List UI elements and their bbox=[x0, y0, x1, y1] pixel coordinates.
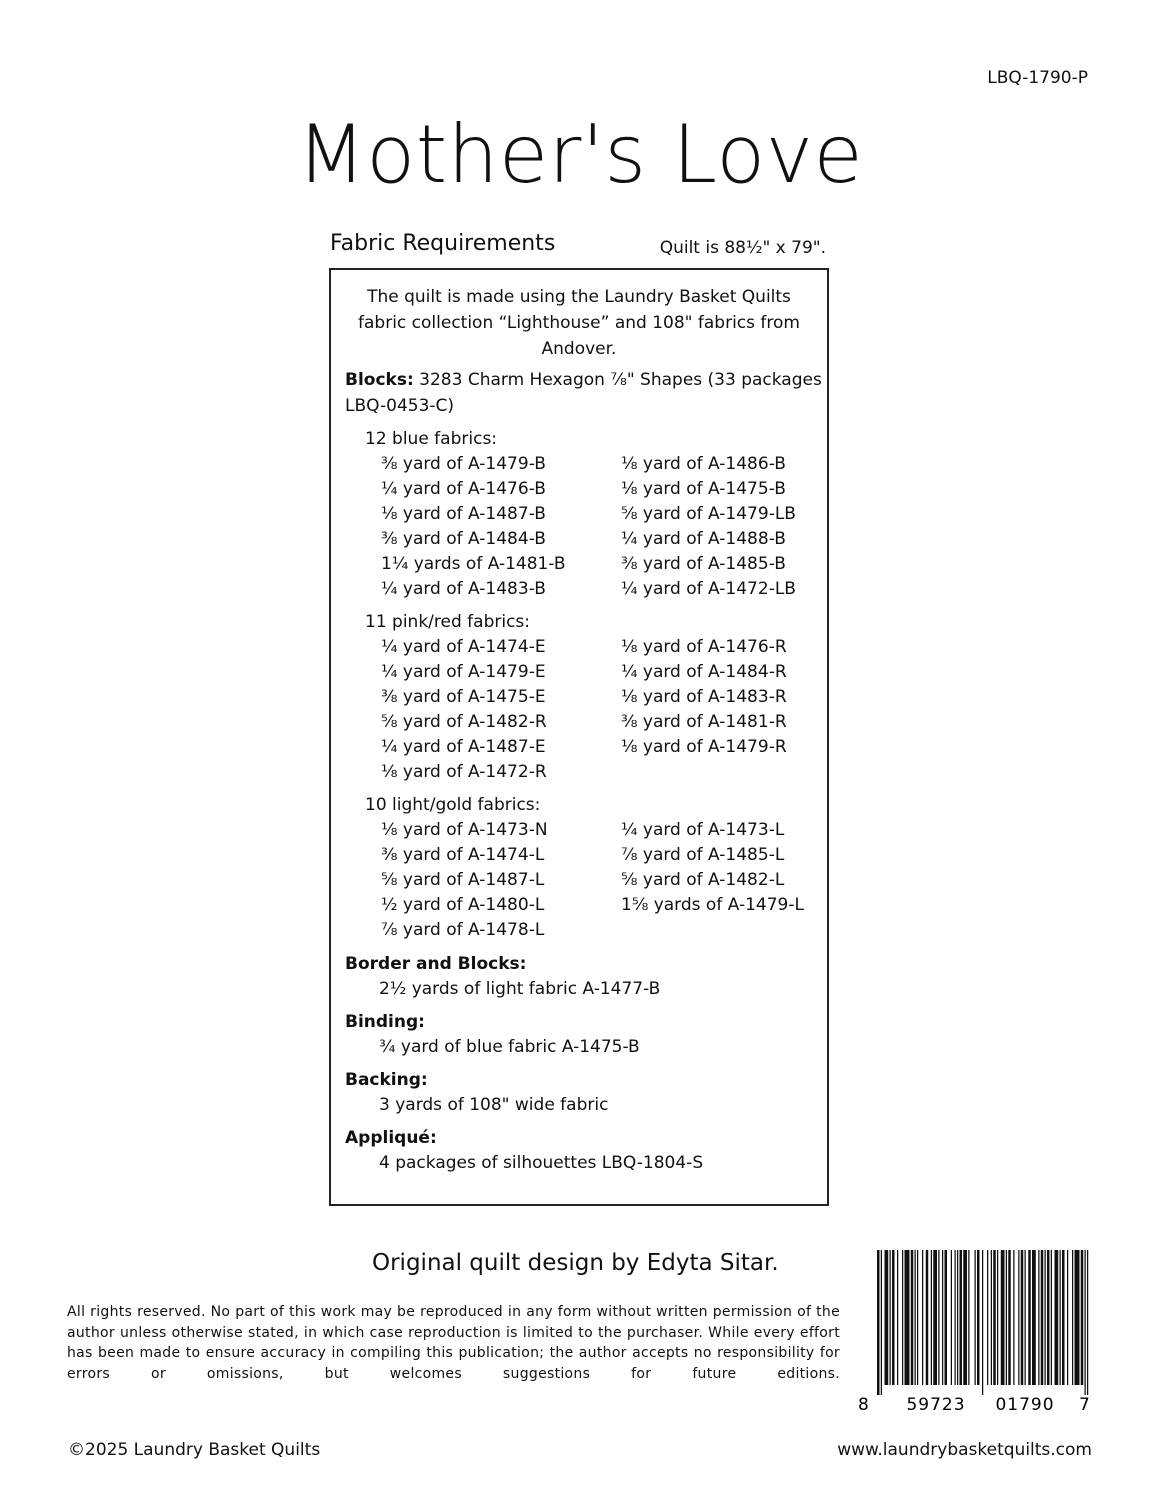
page-title: Mother's Love bbox=[296, 108, 864, 201]
fabric-item: ⅝ yard of A-1482-R bbox=[381, 712, 547, 732]
fabric-requirements-box bbox=[329, 268, 829, 1206]
extra-value: 2½ yards of light fabric A-1477-B bbox=[379, 979, 661, 999]
barcode-bar bbox=[1013, 1250, 1014, 1385]
blocks-line bbox=[345, 370, 822, 390]
barcode-bar bbox=[1081, 1250, 1084, 1385]
barcode-digit-last: 7 bbox=[1079, 1395, 1090, 1415]
barcode-bar bbox=[977, 1250, 980, 1385]
extra-value: 4 packages of silhouettes LBQ-1804-S bbox=[379, 1153, 704, 1173]
barcode-bar bbox=[1028, 1250, 1031, 1385]
barcode-bar bbox=[1075, 1250, 1080, 1385]
fabric-item: ⅜ yard of A-1485-B bbox=[621, 554, 786, 574]
fabric-item: ⅛ yard of A-1487-B bbox=[381, 504, 546, 524]
fabric-item: ⅜ yard of A-1481-R bbox=[621, 712, 787, 732]
fabric-item: ¼ yard of A-1483-B bbox=[381, 579, 546, 599]
barcode-bar bbox=[997, 1250, 998, 1385]
barcode-bar bbox=[957, 1250, 958, 1385]
fabric-item: ¼ yard of A-1472-LB bbox=[621, 579, 796, 599]
fabric-item: ¼ yard of A-1474-E bbox=[381, 637, 546, 657]
copyright: ©2025 Laundry Basket Quilts bbox=[68, 1440, 321, 1460]
barcode-bar bbox=[1072, 1250, 1073, 1385]
barcode-bar bbox=[1041, 1250, 1044, 1385]
barcode-bar bbox=[1051, 1250, 1052, 1385]
barcode-bar bbox=[968, 1250, 969, 1385]
barcode-bar bbox=[885, 1250, 889, 1385]
fabric-item: ⅝ yard of A-1482-L bbox=[621, 870, 785, 890]
group-heading: 11 pink/red fabrics: bbox=[365, 612, 531, 632]
extra-label: Backing: bbox=[345, 1070, 428, 1090]
barcode-bar bbox=[911, 1250, 914, 1385]
barcode-bar bbox=[1032, 1250, 1036, 1385]
barcode-bar bbox=[1047, 1250, 1050, 1385]
barcode-bar bbox=[945, 1250, 948, 1385]
fabric-item: ⅛ yard of A-1483-R bbox=[621, 687, 787, 707]
barcode-bar bbox=[1038, 1250, 1039, 1385]
group-heading: 12 blue fabrics: bbox=[365, 429, 498, 449]
pattern-code: LBQ-1790-P bbox=[987, 68, 1088, 88]
barcode-bar bbox=[881, 1250, 882, 1395]
fabric-item: ⅛ yard of A-1473-N bbox=[381, 820, 548, 840]
fabric-item: ¼ yard of A-1487-E bbox=[381, 737, 546, 757]
barcode-bar bbox=[933, 1250, 937, 1385]
fabric-item: ⅜ yard of A-1474-L bbox=[381, 845, 545, 865]
fabric-item: ⅝ yard of A-1487-L bbox=[381, 870, 545, 890]
barcode-bar bbox=[1001, 1250, 1005, 1385]
fabric-item: ⅞ yard of A-1485-L bbox=[621, 845, 785, 865]
barcode-bar bbox=[1055, 1250, 1059, 1385]
blocks-text: 3283 Charm Hexagon ⅞" Shapes (33 packages bbox=[413, 370, 822, 390]
barcode-bar bbox=[877, 1250, 880, 1395]
barcode-bar bbox=[1006, 1250, 1007, 1385]
barcode-bar bbox=[892, 1250, 895, 1385]
fabric-item: ⅝ yard of A-1479-LB bbox=[621, 504, 796, 524]
fabric-item: ¼ yard of A-1484-R bbox=[621, 662, 787, 682]
barcode-bar bbox=[975, 1250, 976, 1385]
intro-text: The quilt is made using the Laundry Basket Quilts fabric collection “Lighthouse” and 108" fabrics from Andover. bbox=[358, 287, 800, 359]
barcode-left-group: 59723 bbox=[906, 1395, 966, 1415]
barcode bbox=[858, 1250, 1090, 1415]
fabric-item: ⅜ yard of A-1484-B bbox=[381, 529, 546, 549]
fabric-item: ¼ yard of A-1479-E bbox=[381, 662, 546, 682]
barcode-bar bbox=[982, 1250, 983, 1395]
fabric-item: ½ yard of A-1480-L bbox=[381, 895, 545, 915]
extra-value: 3 yards of 108" wide fabric bbox=[379, 1095, 609, 1115]
barcode-bar bbox=[993, 1250, 996, 1385]
barcode-bar bbox=[926, 1250, 929, 1385]
barcode-bar bbox=[951, 1250, 952, 1385]
design-credit: Original quilt design by Edyta Sitar. bbox=[372, 1250, 779, 1276]
fabric-item: ⅛ yard of A-1479-R bbox=[621, 737, 787, 757]
barcode-bar bbox=[905, 1250, 910, 1385]
fabric-item: ⅜ yard of A-1479-B bbox=[381, 454, 546, 474]
fabric-item: ⅛ yard of A-1476-R bbox=[621, 637, 787, 657]
website-url: www.laundrybasketquilts.com bbox=[837, 1440, 1092, 1460]
barcode-bar bbox=[902, 1250, 903, 1385]
barcode-bar bbox=[1045, 1250, 1046, 1385]
barcode-bar bbox=[1060, 1250, 1061, 1385]
barcode-bar bbox=[1008, 1250, 1011, 1385]
barcode-bar bbox=[897, 1250, 898, 1385]
barcode-digit-first: 8 bbox=[858, 1395, 869, 1415]
extra-label: Appliqué: bbox=[345, 1128, 437, 1148]
extra-label: Binding: bbox=[345, 1012, 425, 1032]
fabric-item: ¼ yard of A-1473-L bbox=[621, 820, 785, 840]
fabric-item: ⅜ yard of A-1475-E bbox=[381, 687, 546, 707]
disclaimer: All rights reserved. No part of this work may be reproduced in any form without written permission of the author unless otherwise stated, in which case reproduction is limited to the purchaser. While every effort has been made to ensure accuracy in compiling this publication; the author accepts no responsibility for errors or omissions, but welcomes suggestions for future editions. bbox=[67, 1304, 840, 1382]
barcode-bar bbox=[931, 1250, 932, 1385]
barcode-bar bbox=[915, 1250, 916, 1385]
fabric-item: 1⅝ yards of A-1479-L bbox=[621, 895, 804, 915]
barcode-bar bbox=[1087, 1250, 1088, 1395]
barcode-bar bbox=[963, 1250, 967, 1385]
fabric-item: ⅛ yard of A-1475-B bbox=[621, 479, 786, 499]
barcode-bar bbox=[987, 1250, 988, 1385]
barcode-bar bbox=[960, 1250, 963, 1385]
barcode-bar bbox=[1018, 1250, 1019, 1385]
barcode-bar bbox=[938, 1250, 939, 1385]
blocks-label: Blocks: bbox=[345, 370, 414, 390]
barcode-bar bbox=[917, 1250, 918, 1385]
barcode-bar bbox=[991, 1250, 992, 1385]
barcode-bar bbox=[1021, 1250, 1024, 1385]
fabric-item: ⅞ yard of A-1478-L bbox=[381, 920, 545, 940]
barcode-bar bbox=[922, 1250, 923, 1385]
fabric-item: 1¼ yards of A-1481-B bbox=[381, 554, 566, 574]
barcode-bar bbox=[1062, 1250, 1065, 1385]
barcode-bar bbox=[1025, 1250, 1026, 1385]
fabric-item: ⅛ yard of A-1486-B bbox=[621, 454, 786, 474]
section-heading: Fabric Requirements bbox=[330, 231, 556, 256]
barcode-bar bbox=[1067, 1250, 1068, 1385]
barcode-bar bbox=[942, 1250, 943, 1385]
barcode-bar bbox=[955, 1250, 956, 1385]
barcode-bar bbox=[1085, 1250, 1086, 1395]
extra-value: ¾ yard of blue fabric A-1475-B bbox=[379, 1037, 640, 1057]
fabric-item: ⅛ yard of A-1472-R bbox=[381, 762, 547, 782]
extra-label: Border and Blocks: bbox=[345, 954, 527, 974]
group-heading: 10 light/gold fabrics: bbox=[365, 795, 541, 815]
fabric-item: ¼ yard of A-1476-B bbox=[381, 479, 546, 499]
quilt-size: Quilt is 88½" x 79". bbox=[659, 238, 826, 258]
barcode-bar bbox=[890, 1250, 891, 1385]
blocks-text-continued: LBQ-0453-C) bbox=[345, 396, 455, 416]
fabric-item: ¼ yard of A-1488-B bbox=[621, 529, 786, 549]
barcode-right-group: 01790 bbox=[995, 1395, 1055, 1415]
